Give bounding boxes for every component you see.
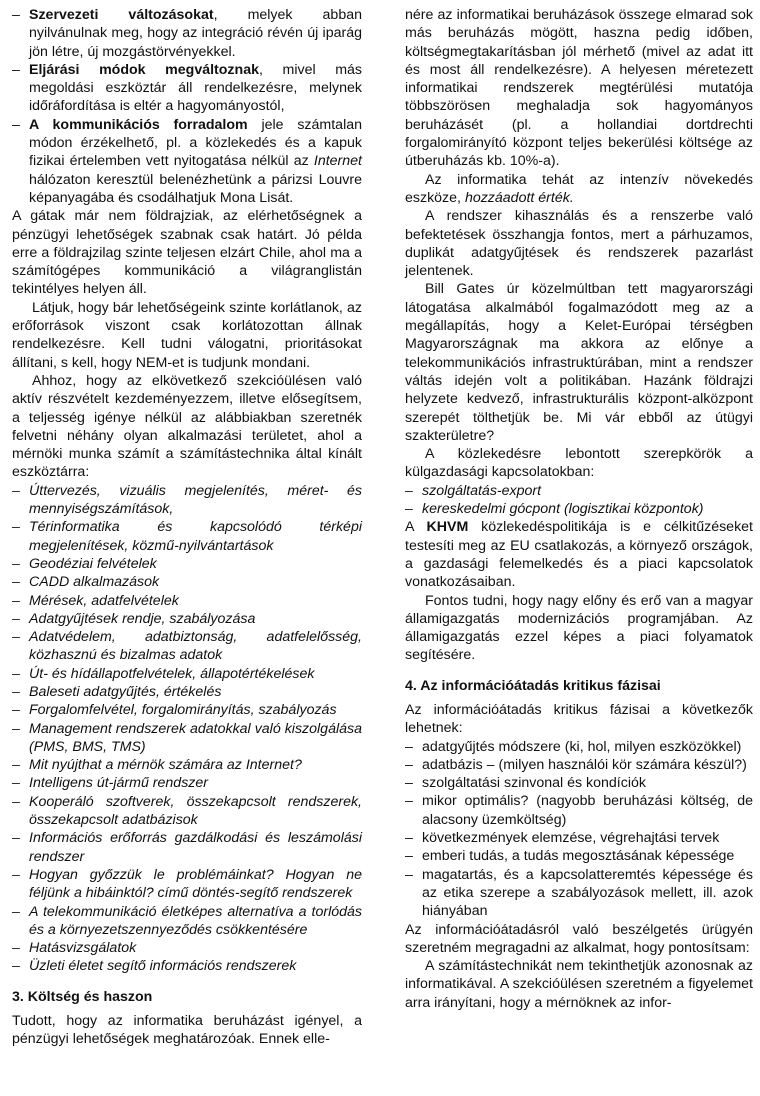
list-item: – adatbázis – (milyen használói kör számára készül?) [405,756,753,774]
list-item: – kereskedelmi gócpont (logisztikai központok) [405,500,753,518]
item-text: , mivel más megoldási eszköztár áll rendelkezésre, melynek időráfordítása is eltér a hagyományostól, [29,61,362,115]
paragraph-fontos: Fontos tudni, hogy nagy előny és erő van a magyar államigazgatás modernizációs programjában. Az államigazgatás ezzel képes a piaci folyamatok segítésére. [405,592,753,664]
paragraph-section4-intro: Az információátadás kritikus fázisai a következők lehetnek: [405,701,753,737]
application-areas-list [12,482,362,976]
paragraph-khvm [405,518,753,591]
section-heading-4: 4. Az információátadás kritikus fázisai [405,677,661,694]
italic-term: hozzáadott érték. [464,189,574,206]
intro-list [12,6,362,207]
bold-term: KHVM [426,519,469,536]
list-item: – Üzleti életet segítő információs rendszerek [12,957,362,975]
paragraph-text: közlekedéspolitikája is e célkitűzéseket testesíti meg az EU csatlakozás, a környező országok, a gazdasági felemelkedés és a piaci kapcsolatok vonatkozásaiban. [405,519,753,591]
item-text: jele számtalan módon érzékelhető, pl. a közlekedés és a kapuk fizikai értelemben vett nyitogatása nélkül az [29,116,362,170]
paragraph-szamitas: A számítástechnikát nem tekinthetjük azonosnak az informatikával. A szekcióülésen szeretném a figyelemet arra irányítani, hogy a mérnöknek az infor- [405,958,753,1011]
paragraph-ahhoz: Ahhoz, hogy az elkövetkező szekcióülésen való aktív részvételt kezdeményezzem, illetve elősegítsem, a teljesség igénye nélkül az alábbiakban szeretnék felvetni néhány olyan alkalmazási területet, ahol a mérnöki munka számít a számítástechnika által kínált eszköztárra: [12,372,362,481]
paragraph-text: Az informatika tehát az intenzív növekedés eszköze, [405,171,753,206]
list-item: – Forgalomfelvétel, forgalomirányítás, szabályozás [12,701,362,719]
item-text: , melyek abban nyilvánulnak meg, hogy az integráció révén új iparág jön létre, új mozgástörvényekkel. [29,7,362,60]
paragraph-gates: Bill Gates úr közelmúltban tett magyarországi látogatása alkalmából fogalmazódott meg az a megállapítás, hogy a Kelet-Európai térségben Magyarországnak ma akkora az előnye a telekommunikációs infrastruktúrában, mint a rendszer váltás idején volt a politikában. Hazánk földrajzi helyzete kedvező, infrastrukturális központ-alközpont szerepét tölthetjük be. Mi vár ebből az útügyi szakterületre? [405,281,753,444]
section-heading-3: 3. Költség és haszon [12,988,153,1005]
paragraph-kozlekedes: A közlekedésre lebontott szerepkörök a külgazdasági kapcsolatokban: [405,446,753,481]
list-item: – Mit nyújthat a mérnök számára az Internet? [12,756,362,774]
list-item: – adatgyűjtés módszere (ki, hol, milyen eszközökkel) [405,738,753,756]
paragraph-rendszer: A rendszer kihasználás és a renszerbe való befektetések összhangja fontos, mert a párhuzamos, duplikát adatgyűjtések és rendszerek pazarlást jelentenek. [405,208,753,280]
paragraph-intenziv [405,171,753,208]
list-item: – Intelligens út-jármű rendszer [12,774,362,792]
list-item: – Kooperáló szoftverek, összekapcsolt rendszerek, összekapcsolt adatbázisok [12,793,362,830]
list-item [12,61,362,116]
list-item: – Mérések, adatfelvételek [12,592,362,610]
paragraph-chile: A gátak már nem földrajziak, az elérhetőségnek a pénzügyi lehetőségek szabnak csak határt. Jó példa erre a földrajzilag szinte teljesen elzárt Chile, ahol ma a számítógépes kommunikáció a világranglistán tekintélyes helyen áll. [12,208,362,298]
list-item: – következmények elemzése, végrehajtási tervek [405,829,753,847]
list-item [12,6,362,61]
list-item: – Térinformatika és kapcsolódó térképi megjelenítések, közmű-nyilvántartások [12,518,362,555]
list-item: – szolgáltatás-export [405,482,753,500]
list-item: – Út- és hídállapotfelvételek, állapotértékelések [12,665,362,683]
list-item: – Adatgyűjtések rendje, szabályozása [12,610,362,628]
list-item: – Úttervezés, vizuális megjelenítés, méret- és mennyiségszámítások, [12,482,362,519]
list-item: – Információs erőforrás gazdálkodási és leszámolási rendszer [12,829,362,866]
list-item: – A telekommunikáció életképes alternatíva a torlódás és a környezetszennyeződés csökkentésére [12,903,362,940]
phases-list [405,738,753,921]
list-item [12,116,362,207]
roles-list [405,482,753,519]
list-item: – emberi tudás, a tudás megosztásának képessége [405,847,753,865]
paragraph-latjuk: Látjuk, hogy bár lehetőségeink szinte korlátlanok, az erőforrások viszont csak korlátozottan állnak rendelkezésre. Kell tudni válogatni, prioritásokat állítani, s kell, hogy NEM-et is tudjunk mondani. [12,299,362,371]
bold-lead: Szervezeti változásokat [29,7,214,23]
list-item: – mikor optimális? (nagyobb beruházási költség, de alacsony üzemköltség) [405,792,753,829]
paragraph-urugy: Az információátadásról való beszélgetés ürügyén szeretném megragadni az alkalmat, hogy pontosítsam: [405,921,753,956]
list-item: – CADD alkalmazások [12,573,362,591]
right-column [405,6,753,1012]
list-item: – Baleseti adatgyűjtés, értékelés [12,683,362,701]
paragraph-continuation: nére az informatikai beruházások összege elmarad sok más beruházás mögött, haszna pedig időben, költségmegtakarításban jól mérhető (mivel az adat itt és most áll rendelkezésre). A helyesen méretezett informatikai rendszerek megtérülési mutatója többszörösen meghaladja sok hagyományos beruházásét (pl. a hollandiai dortdrechti forgalomirányító központ teljes bekerülési költsége az útberuházás kb. 10%-a). [405,7,753,170]
list-item: – Adatvédelem, adatbiztonság, adatfelelősség, közhasznú és bizalmas adatok [12,628,362,665]
list-item: – Hatásvizsgálatok [12,939,362,957]
bold-lead: Eljárási módok megváltoznak [29,61,259,78]
list-item: – Geodéziai felvételek [12,555,362,573]
item-text: hálózaton keresztül belenézhetünk a párizsi Louvre képanyagába és csodálhatjuk Mona Lisát. [29,171,362,206]
italic-term: Internet [313,153,362,170]
list-item: – magatartás, és a kapcsolatteremtés képessége és az etika szerepe a szabályozások mellett, ill. azok hiányában [405,866,753,921]
left-column [12,6,362,1049]
list-item: – Hogyan győzzük le problémáinkat? Hogyan ne féljünk a hibáinktól? című döntés-segítő rendszerek [12,866,362,903]
paragraph-section3: Tudott, hogy az informatika beruházást igényel, a pénzügyi lehetőségek meghatározóak. Ennek elle- [12,1013,362,1048]
list-item: – szolgáltatási szinvonal és kondíciók [405,774,753,792]
paragraph-text: A [405,519,427,536]
bold-lead: A kommunikációs forradalom [29,116,248,133]
list-item: – Management rendszerek adatokkal való kiszolgálása (PMS, BMS, TMS) [12,720,362,757]
